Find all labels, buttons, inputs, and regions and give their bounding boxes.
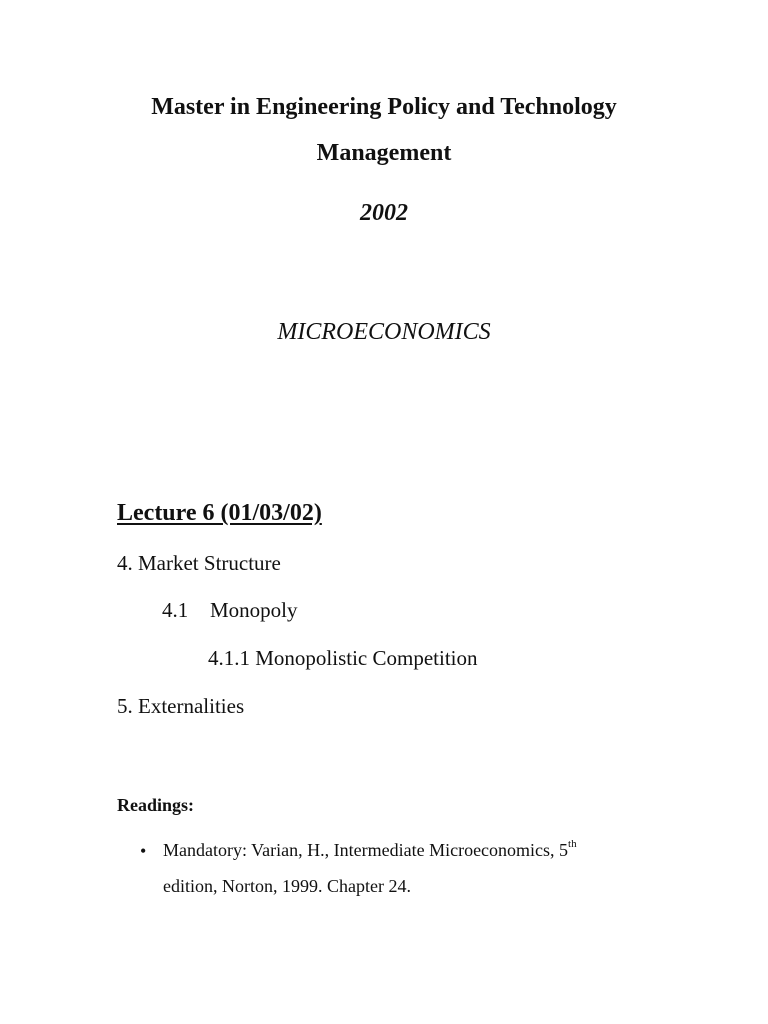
outline-number: 4.1.1: [208, 646, 250, 670]
outline-text: Monopolistic Competition: [255, 646, 478, 670]
outline-item-externalities: [117, 694, 244, 719]
document-title-line-2: Management: [316, 140, 452, 166]
reading-edition-superscript: th: [568, 838, 577, 850]
reading-citation: Mandatory: Varian, H., Intermediate Microeconomics, 5: [163, 840, 569, 860]
document-year: 2002: [360, 200, 408, 226]
document-title-line-1: Master in Engineering Policy and Technology: [151, 94, 617, 120]
outline-number: 4.: [117, 551, 133, 575]
outline-text: Externalities: [138, 694, 245, 718]
outline-number: 5.: [117, 694, 133, 718]
course-subject: MICROECONOMICS: [277, 319, 491, 345]
outline-item-monopolistic-competition: [208, 646, 478, 671]
outline-text: Monopoly: [210, 598, 298, 622]
outline-item-monopoly: [162, 598, 298, 623]
lecture-heading: Lecture 6 (01/03/02): [117, 500, 322, 526]
reading-item-line-1: [163, 840, 577, 861]
outline-text: Market Structure: [138, 551, 281, 575]
reading-item-line-2: edition, Norton, 1999. Chapter 24.: [163, 876, 411, 896]
outline-number: 4.1: [162, 598, 189, 622]
bullet-icon: •: [140, 841, 147, 861]
outline-item-market-structure: [117, 551, 281, 576]
readings-label: Readings:: [117, 795, 195, 815]
